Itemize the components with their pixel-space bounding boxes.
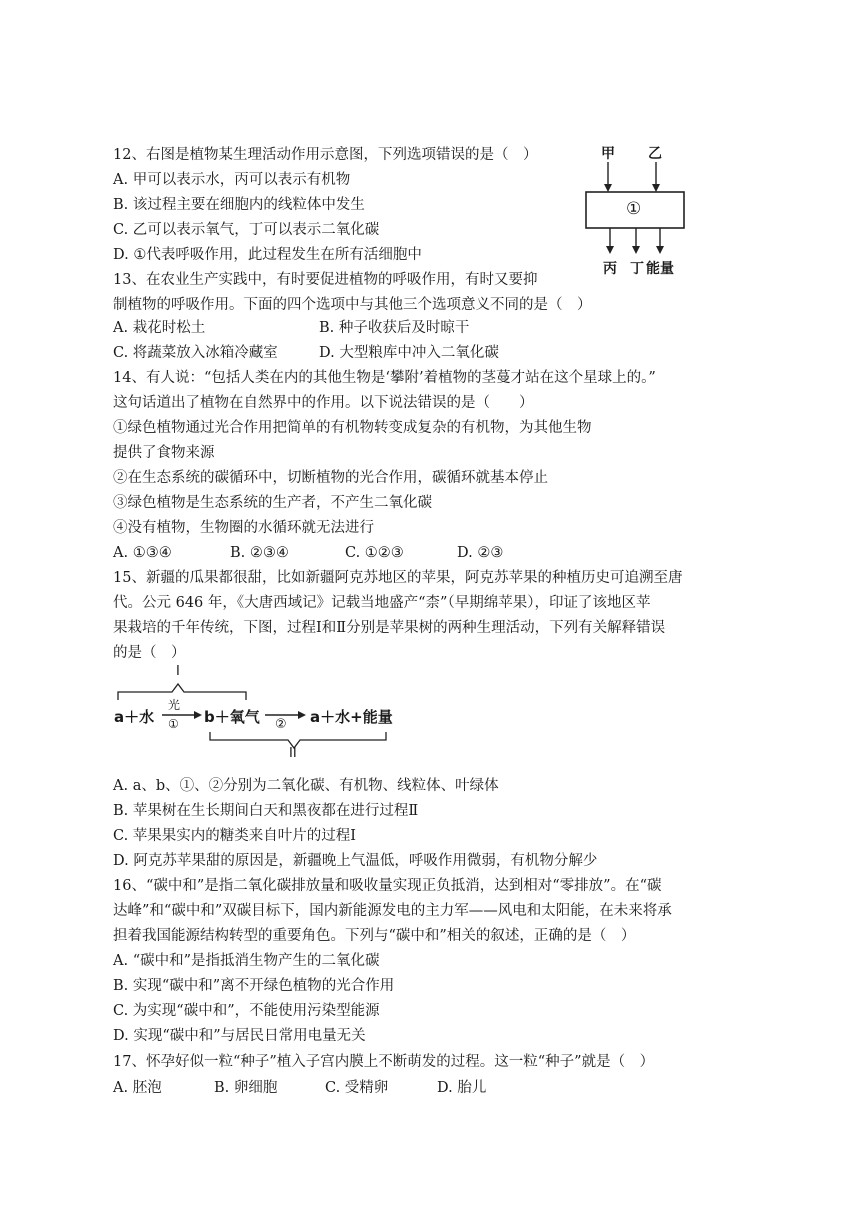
q15-stem-line2: 代。公元 646 年，《大唐西域记》记载当地盛产“柰”（早期绵苹果），印证了该地区苹 xyxy=(113,595,651,611)
q14-statement-2: ②在生态系统的碳循环中，切断植物的光合作用，碳循环就基本停止 xyxy=(113,470,548,486)
q15-stem-line4: 的是（ ） xyxy=(113,645,186,661)
q14-statement-4: ④没有植物，生物圈的水循环就无法进行 xyxy=(113,520,374,536)
q16-option-d: D. 实现“碳中和”与居民日常用电量无关 xyxy=(113,1028,366,1044)
q14-option-a: A. ①③④ xyxy=(113,545,172,561)
q12-label-ding: 丁 xyxy=(630,261,644,277)
q12-option-b: B. 该过程主要在细胞内的线粒体中发生 xyxy=(113,197,365,213)
q15-label-process-2: II xyxy=(289,746,297,761)
q13-option-c: C. 将蔬菜放入冰箱冷藏室 xyxy=(113,345,278,361)
q15-eq-middle: b＋氧气 xyxy=(204,708,260,726)
q17-stem: 17、怀孕好似一粒“种子”植入子宫内膜上不断萌发的过程。这一粒“种子”就是（ ） xyxy=(113,1054,655,1070)
q15-option-b: B. 苹果树在生长期间白天和黑夜都在进行过程Ⅱ xyxy=(113,803,419,819)
q13-stem-line2: 制植物的呼吸作用。下面的四个选项中与其他三个选项意义不同的是（ ） xyxy=(113,297,592,313)
q12-label-jia: 甲 xyxy=(601,146,615,162)
q15-stem-line3: 果栽培的千年传统，下图，过程Ⅰ和Ⅱ分别是苹果树的两种生理活动，下列有关解释错误 xyxy=(113,620,666,636)
q17-option-c: C. 受精卵 xyxy=(325,1080,389,1096)
q14-option-b: B. ②③④ xyxy=(230,545,289,561)
q12-option-d: D. ①代表呼吸作用，此过程发生在所有活细胞中 xyxy=(113,247,422,263)
q17-option-b: B. 卵细胞 xyxy=(214,1080,278,1096)
q17-option-d: D. 胎儿 xyxy=(437,1080,487,1096)
q14-option-c: C. ①②③ xyxy=(345,545,404,561)
q13-stem-line1: 13、在农业生产实践中，有时要促进植物的呼吸作用，有时又要抑 xyxy=(113,272,538,288)
q13-option-d: D. 大型粮库中冲入二氧化碳 xyxy=(319,345,499,361)
q15-eq-arrow1-top: 光 xyxy=(168,698,181,712)
q15-option-d: D. 阿克苏苹果甜的原因是，新疆晚上气温低，呼吸作用微弱，有机物分解少 xyxy=(113,853,598,869)
q14-stem-line2: 这句话道出了植物在自然界中的作用。以下说法错误的是（ ） xyxy=(113,395,534,411)
q13-option-a: A. 栽花时松土 xyxy=(113,320,206,336)
q14-statement-3: ③绿色植物是生态系统的生产者，不产生二氧化碳 xyxy=(113,495,432,511)
q14-statement-1a: ①绿色植物通过光合作用把简单的有机物转变成复杂的有机物，为其他生物 xyxy=(113,420,592,436)
q16-option-c: C. 为实现“碳中和”，不能使用污染型能源 xyxy=(113,1003,380,1019)
q16-option-b: B. 实现“碳中和”离不开绿色植物的光合作用 xyxy=(113,978,395,994)
q16-stem-line2: 达峰”和“碳中和”双碳目标下，国内新能源发电的主力军——风电和太阳能，在未来将承 xyxy=(113,903,672,919)
q14-statement-1b: 提供了食物来源 xyxy=(113,445,215,461)
q16-option-a: A. “碳中和”是指抵消生物产生的二氧化碳 xyxy=(113,953,380,969)
q16-stem-line1: 16、“碳中和”是指二氧化碳排放量和吸收量实现正负抵消，达到相对“零排放”。在“碳 xyxy=(113,878,662,894)
q12-stem: 12、右图是植物某生理活动作用示意图，下列选项错误的是（ ） xyxy=(113,147,538,163)
q15-option-a: A. a、b、①、②分别为二氧化碳、有机物、线粒体、叶绿体 xyxy=(113,778,499,794)
q12-option-a: A. 甲可以表示水，丙可以表示有机物 xyxy=(113,172,351,188)
q12-label-center: ① xyxy=(626,199,642,219)
q15-label-process-1: I xyxy=(176,664,180,679)
q16-stem-line3: 担着我国能源结构转型的重要角色。下列与“碳中和”相关的叙述，正确的是（ ） xyxy=(113,928,636,944)
q12-label-energy: 能量 xyxy=(646,261,674,277)
q14-option-d: D. ②③ xyxy=(457,545,504,561)
q15-eq-right: a＋水+能量 xyxy=(310,708,393,726)
q14-stem-line1: 14、有人说：“包括人类在内的其他生物是‘攀附’着植物的茎蔓才站在这个星球上的。” xyxy=(113,370,656,386)
q17-option-a: A. 胚泡 xyxy=(113,1080,162,1096)
q15-eq-arrow1-bottom: ① xyxy=(168,717,179,731)
q15-stem-line1: 15、新疆的瓜果都很甜，比如新疆阿克苏地区的苹果，阿克苏苹果的种植历史可追溯至唐 xyxy=(113,570,683,586)
q12-option-c: C. 乙可以表示氧气，丁可以表示二氧化碳 xyxy=(113,222,380,238)
q15-eq-left: a＋水 xyxy=(114,708,155,726)
q12-label-bing: 丙 xyxy=(603,261,617,277)
q15-eq-arrow2-label: ② xyxy=(275,717,287,732)
q13-option-b: B. 种子收获后及时晾干 xyxy=(319,320,470,336)
q15-option-c: C. 苹果果实内的糖类来自叶片的过程Ⅰ xyxy=(113,828,357,844)
q12-label-yi: 乙 xyxy=(648,146,662,162)
